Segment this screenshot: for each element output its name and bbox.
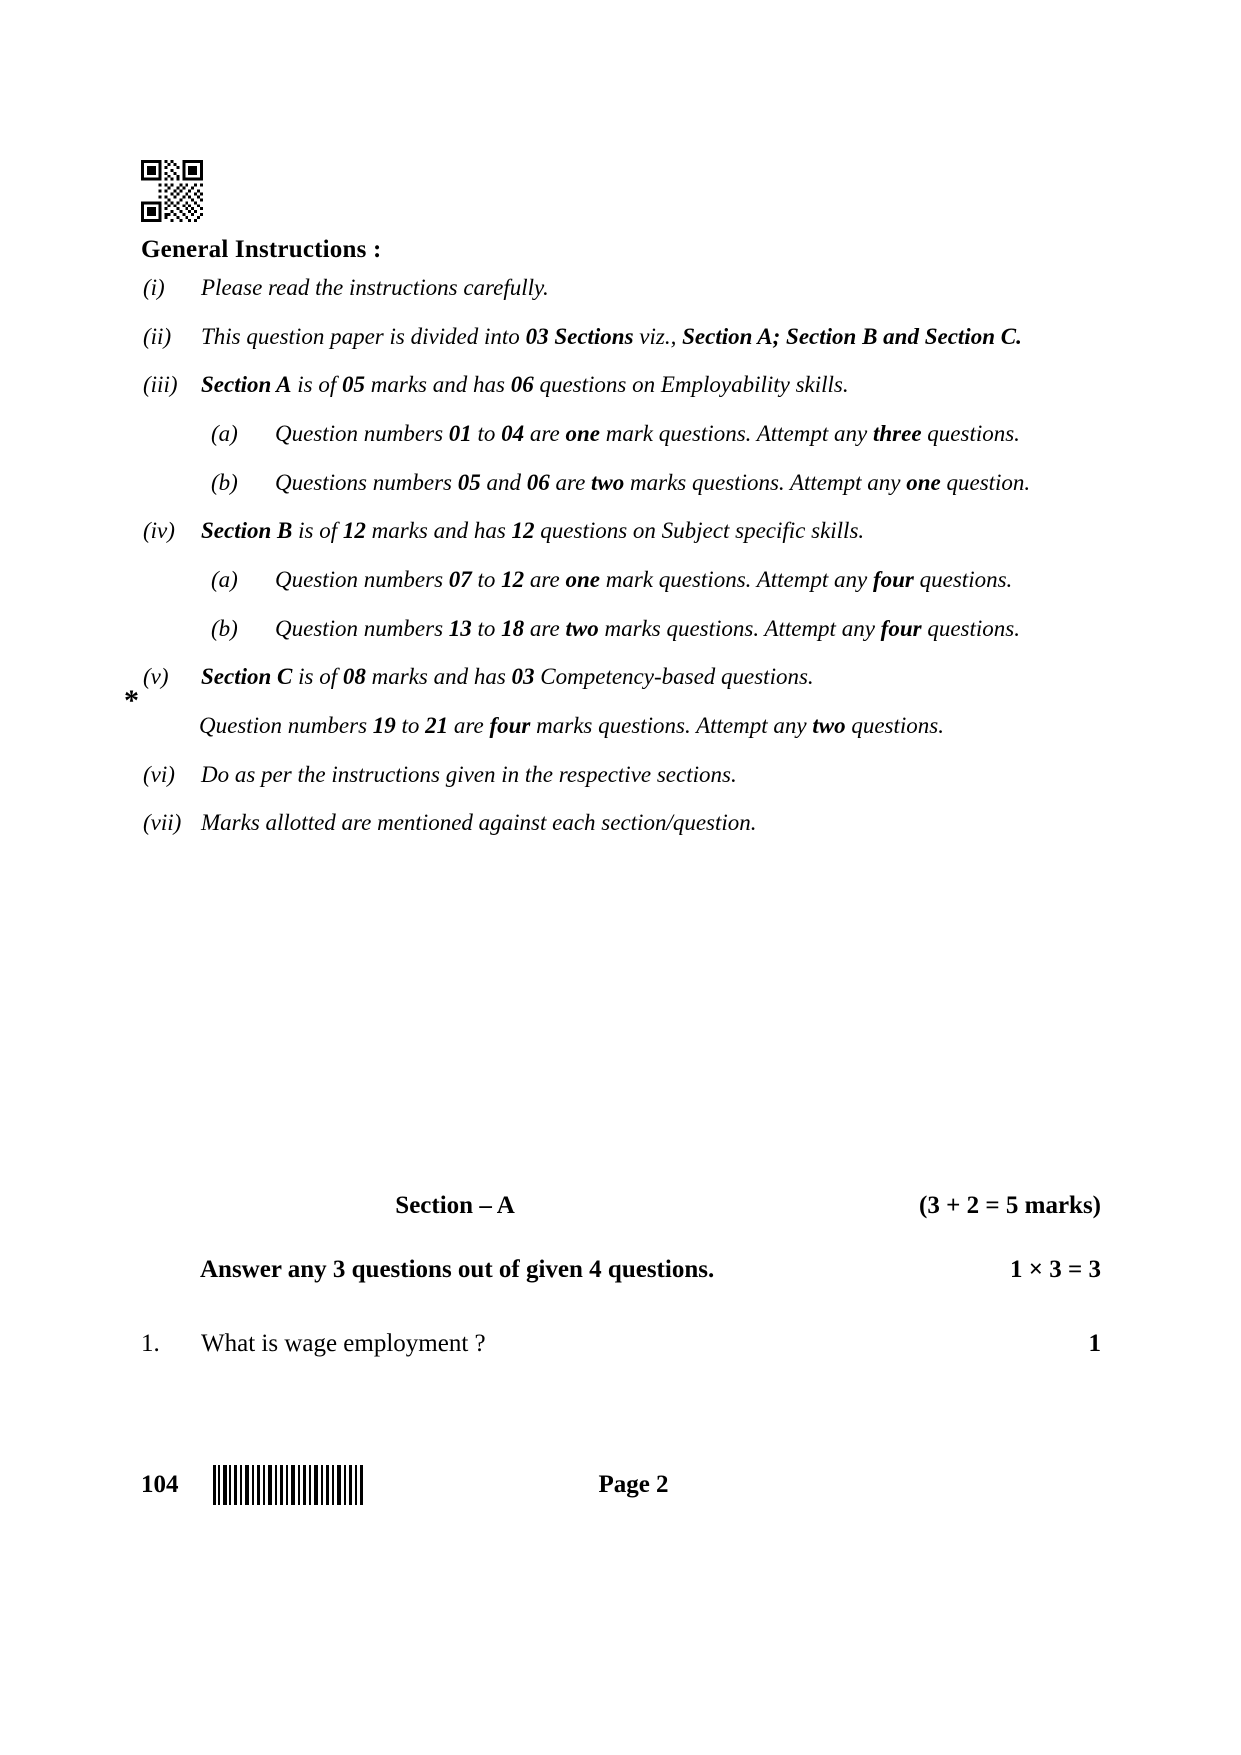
instruction-text-run: Question numbers bbox=[275, 566, 449, 592]
instruction-text-run: Question numbers bbox=[275, 420, 449, 446]
instruction-emphasis: 18 bbox=[501, 615, 525, 641]
instruction-body bbox=[201, 759, 1101, 792]
instruction-item bbox=[141, 807, 1101, 840]
instruction-text-run: is of bbox=[292, 518, 343, 544]
instruction-text-run: viz., bbox=[633, 323, 683, 349]
instruction-text-run: and bbox=[480, 469, 527, 495]
instruction-text-run: are bbox=[448, 712, 490, 738]
instruction-item bbox=[201, 564, 1101, 597]
instruction-emphasis: 12 bbox=[511, 518, 535, 544]
instruction-emphasis: four bbox=[872, 566, 914, 592]
instruction-text-run: questions on Employability skills. bbox=[533, 372, 849, 398]
instruction-emphasis: 03 Sections bbox=[525, 323, 634, 349]
general-instructions-list bbox=[141, 272, 1101, 856]
instruction-text-run: questions. bbox=[913, 566, 1013, 592]
instruction-text-run: are bbox=[524, 420, 566, 446]
instruction-text-run: Please read the instructions carefully. bbox=[201, 275, 549, 300]
instruction-emphasis: 07 bbox=[448, 566, 472, 592]
instruction-emphasis: three bbox=[872, 420, 922, 446]
instruction-item bbox=[141, 661, 1101, 694]
instruction-body bbox=[201, 661, 1101, 694]
instruction-text-run: Marks allotted are mentioned against each section/question. bbox=[201, 810, 757, 836]
instruction-continuation bbox=[199, 710, 1101, 743]
instruction-text-run: questions on Subject specific skills. bbox=[534, 518, 865, 544]
instruction-item bbox=[201, 418, 1101, 451]
instruction-item bbox=[141, 321, 1101, 354]
instruction-text-run: Do as per the instructions given in the respective sections. bbox=[201, 761, 737, 787]
general-instructions-heading: General Instructions : bbox=[141, 236, 382, 263]
instruction-emphasis: two bbox=[591, 469, 625, 495]
instruction-marker: (ii) bbox=[143, 323, 172, 349]
instruction-emphasis: 06 bbox=[526, 469, 550, 495]
instruction-text-run: Questions numbers bbox=[275, 469, 458, 495]
instruction-text-run: questions. bbox=[845, 712, 944, 738]
instruction-text-run: mark questions. Attempt any bbox=[599, 420, 873, 446]
instruction-emphasis: 05 bbox=[342, 372, 366, 398]
instruction-emphasis: one bbox=[565, 566, 600, 592]
instruction-item bbox=[141, 515, 1101, 548]
instruction-emphasis: 21 bbox=[425, 712, 449, 738]
instruction-text-run: marks and has bbox=[365, 664, 512, 690]
margin-asterisk-mark: * bbox=[124, 684, 139, 717]
instruction-marker: (vi) bbox=[143, 761, 175, 787]
instruction-text-run: marks questions. Attempt any bbox=[624, 469, 907, 495]
instruction-text-run: to bbox=[395, 712, 426, 738]
page-footer bbox=[141, 1465, 1101, 1505]
section-title: Section – A bbox=[395, 1192, 515, 1219]
instruction-text-run: are bbox=[549, 469, 592, 495]
instruction-emphasis: 06 bbox=[510, 372, 534, 398]
instruction-emphasis: four bbox=[880, 615, 922, 641]
instruction-emphasis: 05 bbox=[457, 469, 481, 495]
instruction-emphasis: one bbox=[565, 420, 600, 446]
instruction-text-run: Question numbers bbox=[199, 712, 373, 738]
question-row bbox=[141, 1330, 1101, 1358]
instruction-text-run: questions. bbox=[921, 615, 1020, 641]
instruction-text-run: to bbox=[471, 566, 502, 592]
instruction-emphasis: Section A; Section B and Section C. bbox=[682, 323, 1022, 349]
instruction-body bbox=[201, 807, 1101, 840]
instruction-body bbox=[275, 613, 1101, 646]
paper-code: 104 bbox=[141, 1471, 179, 1498]
instruction-text-run: Question numbers bbox=[275, 615, 449, 641]
question-marks: 1 bbox=[1088, 1330, 1101, 1357]
instruction-emphasis: 01 bbox=[448, 420, 472, 446]
instruction-text-run: questions. bbox=[921, 420, 1020, 446]
instruction-text-run: Competency-based questions. bbox=[534, 664, 814, 690]
instruction-emphasis: 12 bbox=[342, 518, 366, 544]
instruction-body bbox=[275, 467, 1101, 500]
instruction-body bbox=[201, 321, 1101, 354]
instruction-emphasis: two bbox=[565, 615, 599, 641]
instruction-marker: (b) bbox=[211, 469, 238, 495]
instruction-text-run: This question paper is divided into bbox=[201, 323, 526, 349]
question-number: 1. bbox=[141, 1330, 160, 1357]
instruction-marker: (b) bbox=[211, 615, 238, 641]
instruction-marker: (iv) bbox=[143, 518, 175, 544]
instruction-marker: (iii) bbox=[143, 372, 178, 398]
instruction-body bbox=[201, 515, 1101, 548]
instruction-body bbox=[201, 272, 1101, 305]
instruction-text-run: to bbox=[471, 420, 502, 446]
instruction-emphasis: Section C bbox=[201, 664, 293, 690]
instruction-item bbox=[141, 369, 1101, 402]
instruction-text-run: mark questions. Attempt any bbox=[599, 566, 873, 592]
instruction-text-run: marks and has bbox=[365, 518, 512, 544]
instruction-emphasis: one bbox=[906, 469, 941, 495]
section-heading-row bbox=[141, 1192, 1101, 1220]
instruction-body bbox=[275, 564, 1101, 597]
instruction-marker: (vii) bbox=[143, 810, 182, 836]
barcode-icon bbox=[211, 1465, 366, 1505]
instruction-item bbox=[141, 759, 1101, 792]
instruction-emphasis: 08 bbox=[342, 664, 366, 690]
instruction-item bbox=[201, 613, 1101, 646]
instruction-text-run: is of bbox=[291, 372, 343, 398]
instruction-emphasis: two bbox=[812, 712, 846, 738]
answer-instruction-row bbox=[200, 1256, 1101, 1284]
instruction-marker: (v) bbox=[143, 664, 169, 690]
instruction-text-run: are bbox=[524, 566, 566, 592]
section-marks-label: (3 + 2 = 5 marks) bbox=[919, 1192, 1101, 1219]
qr-code-icon bbox=[141, 160, 203, 222]
instruction-item bbox=[201, 467, 1101, 500]
instruction-body bbox=[201, 369, 1101, 402]
instruction-emphasis: 19 bbox=[372, 712, 396, 738]
instruction-text-run: is of bbox=[292, 664, 343, 690]
answer-instruction-marks: 1 × 3 = 3 bbox=[1010, 1256, 1101, 1283]
instruction-emphasis: Section A bbox=[201, 372, 292, 398]
instruction-emphasis: four bbox=[489, 712, 531, 738]
page-number-label: Page 2 bbox=[598, 1471, 669, 1498]
instruction-item bbox=[141, 272, 1101, 305]
instruction-emphasis: 12 bbox=[501, 566, 525, 592]
instruction-text-run: are bbox=[524, 615, 566, 641]
instruction-marker: (i) bbox=[143, 275, 165, 300]
instruction-text-run: marks questions. Attempt any bbox=[530, 712, 813, 738]
instruction-marker: (a) bbox=[211, 566, 238, 592]
question-text: What is wage employment ? bbox=[201, 1330, 486, 1357]
instruction-emphasis: 04 bbox=[501, 420, 525, 446]
instruction-text-run: marks questions. Attempt any bbox=[598, 615, 881, 641]
instruction-emphasis: 03 bbox=[511, 664, 535, 690]
instruction-text-run: marks and has bbox=[365, 372, 511, 398]
instruction-text-run: question. bbox=[940, 469, 1031, 495]
instruction-emphasis: 13 bbox=[448, 615, 472, 641]
instruction-body bbox=[275, 418, 1101, 451]
instruction-emphasis: Section B bbox=[201, 518, 293, 544]
answer-instruction-text: Answer any 3 questions out of given 4 questions. bbox=[200, 1256, 715, 1283]
instruction-marker: (a) bbox=[211, 420, 238, 446]
instruction-text-run: to bbox=[471, 615, 502, 641]
